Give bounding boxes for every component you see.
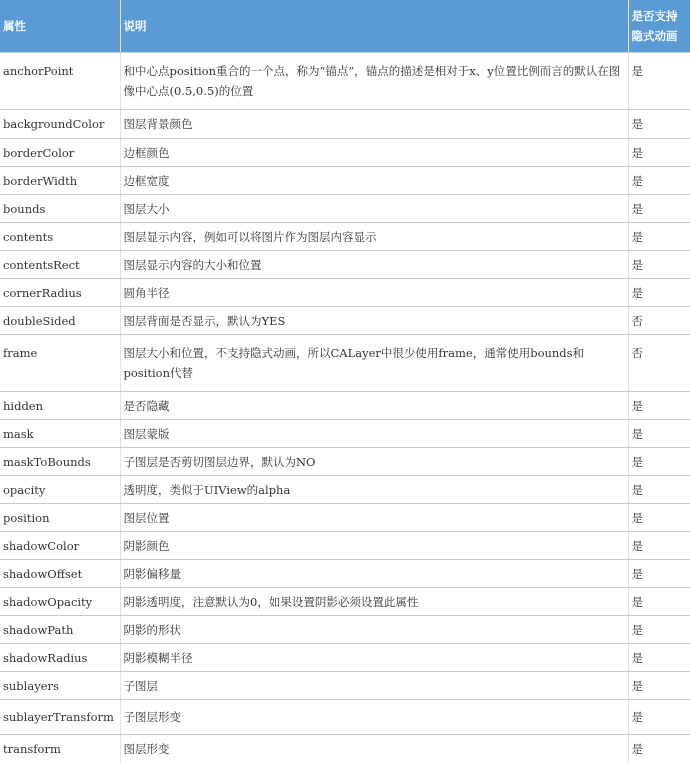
property-name-cell: borderColor xyxy=(0,139,120,167)
description-cell: 子图层是否剪切图层边界，默认为NO xyxy=(120,448,628,476)
property-name-cell: mask xyxy=(0,420,120,448)
implicit-animation-cell: 是 xyxy=(628,560,690,588)
description-cell: 阴影透明度，注意默认为0，如果设置阴影必须设置此属性 xyxy=(120,588,628,616)
implicit-animation-cell: 是 xyxy=(628,476,690,504)
implicit-animation-cell: 是 xyxy=(628,735,690,763)
table-row xyxy=(0,644,690,672)
property-name-cell: position xyxy=(0,504,120,532)
implicit-animation-cell: 是 xyxy=(628,420,690,448)
description-cell: 子图层形变 xyxy=(120,700,628,735)
implicit-animation-cell: 是 xyxy=(628,700,690,735)
property-name-cell: contents xyxy=(0,223,120,251)
table-row xyxy=(0,476,690,504)
implicit-animation-cell: 是 xyxy=(628,279,690,307)
property-name-cell: shadowRadius xyxy=(0,644,120,672)
table-row xyxy=(0,588,690,616)
implicit-animation-cell: 否 xyxy=(628,335,690,392)
property-name-cell: shadowOpacity xyxy=(0,588,120,616)
implicit-animation-cell: 是 xyxy=(628,167,690,195)
description-cell: 图层背面是否显示，默认为YES xyxy=(120,307,628,335)
table-row xyxy=(0,616,690,644)
header-property: 属性 xyxy=(0,0,120,53)
table-row xyxy=(0,560,690,588)
description-cell: 图层显示内容的大小和位置 xyxy=(120,251,628,279)
description-cell: 阴影颜色 xyxy=(120,532,628,560)
implicit-animation-cell: 是 xyxy=(628,110,690,139)
implicit-animation-cell: 是 xyxy=(628,223,690,251)
table-row xyxy=(0,53,690,110)
implicit-animation-cell: 是 xyxy=(628,251,690,279)
implicit-animation-cell: 是 xyxy=(628,392,690,420)
implicit-animation-cell: 是 xyxy=(628,139,690,167)
property-name-cell: shadowColor xyxy=(0,532,120,560)
description-cell: 子图层 xyxy=(120,672,628,700)
table-header-row xyxy=(0,0,690,53)
property-name-cell: bounds xyxy=(0,195,120,223)
description-cell: 图层位置 xyxy=(120,504,628,532)
property-name-cell: doubleSided xyxy=(0,307,120,335)
implicit-animation-cell: 是 xyxy=(628,644,690,672)
table-row xyxy=(0,700,690,735)
description-cell: 和中心点position重合的一个点，称为“锚点”，锚点的描述是相对于x、y位置比例而言的默认在图像中心点(0.5,0.5)的位置 xyxy=(120,53,628,110)
table-row xyxy=(0,195,690,223)
property-name-cell: anchorPoint xyxy=(0,53,120,110)
table-row xyxy=(0,672,690,700)
property-name-cell: shadowOffset xyxy=(0,560,120,588)
property-name-cell: contentsRect xyxy=(0,251,120,279)
description-cell: 图层大小 xyxy=(120,195,628,223)
property-name-cell: backgroundColor xyxy=(0,110,120,139)
property-name-cell: shadowPath xyxy=(0,616,120,644)
implicit-animation-cell: 是 xyxy=(628,532,690,560)
header-implicit-animation: 是否支持隐式动画 xyxy=(628,0,690,53)
table-row xyxy=(0,420,690,448)
table-body xyxy=(0,53,690,763)
implicit-animation-cell: 否 xyxy=(628,307,690,335)
property-name-cell: opacity xyxy=(0,476,120,504)
implicit-animation-cell: 是 xyxy=(628,616,690,644)
implicit-animation-cell: 是 xyxy=(628,448,690,476)
property-name-cell: maskToBounds xyxy=(0,448,120,476)
table-row xyxy=(0,335,690,392)
property-name-cell: hidden xyxy=(0,392,120,420)
table-row xyxy=(0,139,690,167)
property-name-cell: sublayerTransform xyxy=(0,700,120,735)
description-cell: 圆角半径 xyxy=(120,279,628,307)
table-row xyxy=(0,167,690,195)
property-name-cell: transform xyxy=(0,735,120,763)
description-cell: 透明度，类似于UIView的alpha xyxy=(120,476,628,504)
description-cell: 图层显示内容，例如可以将图片作为图层内容显示 xyxy=(120,223,628,251)
description-cell: 图层大小和位置，不支持隐式动画，所以CALayer中很少使用frame，通常使用bounds和position代替 xyxy=(120,335,628,392)
property-name-cell: borderWidth xyxy=(0,167,120,195)
table-row xyxy=(0,532,690,560)
description-cell: 阴影的形状 xyxy=(120,616,628,644)
property-name-cell: sublayers xyxy=(0,672,120,700)
property-name-cell: frame xyxy=(0,335,120,392)
implicit-animation-cell: 是 xyxy=(628,195,690,223)
description-cell: 阴影模糊半径 xyxy=(120,644,628,672)
table-row xyxy=(0,279,690,307)
description-cell: 边框宽度 xyxy=(120,167,628,195)
table-row xyxy=(0,504,690,532)
implicit-animation-cell: 是 xyxy=(628,672,690,700)
table-row xyxy=(0,110,690,139)
table-row xyxy=(0,392,690,420)
description-cell: 图层背景颜色 xyxy=(120,110,628,139)
table-row xyxy=(0,251,690,279)
description-cell: 图层蒙版 xyxy=(120,420,628,448)
table-row xyxy=(0,448,690,476)
description-cell: 阴影偏移量 xyxy=(120,560,628,588)
implicit-animation-cell: 是 xyxy=(628,53,690,110)
implicit-animation-cell: 是 xyxy=(628,588,690,616)
implicit-animation-cell: 是 xyxy=(628,504,690,532)
table-row xyxy=(0,307,690,335)
property-name-cell: cornerRadius xyxy=(0,279,120,307)
table-row xyxy=(0,223,690,251)
header-description: 说明 xyxy=(120,0,628,53)
description-cell: 是否隐藏 xyxy=(120,392,628,420)
description-cell: 边框颜色 xyxy=(120,139,628,167)
description-cell: 图层形变 xyxy=(120,735,628,763)
